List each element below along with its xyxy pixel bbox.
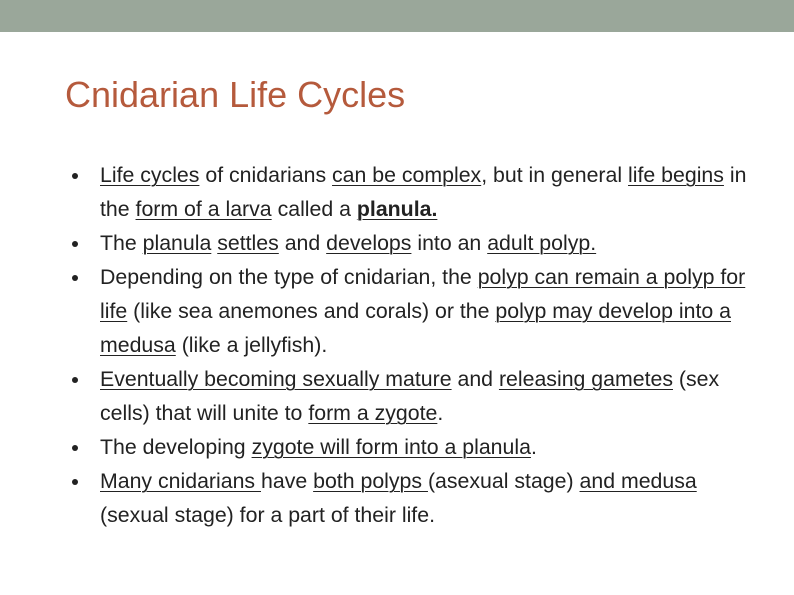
bullet-item bbox=[72, 260, 762, 362]
bullet-text: and bbox=[278, 231, 327, 255]
bullet-text: of cnidarians bbox=[199, 163, 333, 187]
bullet-item bbox=[72, 362, 762, 430]
bullet-item bbox=[72, 464, 762, 532]
bullet-text: , but in general bbox=[481, 163, 629, 187]
underlined-text: planula. bbox=[356, 197, 438, 221]
bullet-item bbox=[72, 226, 762, 260]
bullet-text: The bbox=[100, 231, 143, 255]
underlined-text: planula bbox=[142, 231, 212, 255]
bullet-item bbox=[72, 430, 762, 464]
bullet-text: (sex cells) that will unite to bbox=[100, 367, 720, 425]
underlined-text: releasing gametes bbox=[498, 367, 673, 391]
underlined-text: Life cycles bbox=[100, 163, 200, 187]
bullet-text: into an bbox=[411, 231, 488, 255]
underlined-text: develops bbox=[326, 231, 412, 255]
bullet-text: have bbox=[261, 469, 314, 493]
underlined-text: Eventually becoming sexually mature bbox=[100, 367, 452, 391]
underlined-text: adult polyp. bbox=[487, 231, 597, 255]
underlined-text: can be complex bbox=[332, 163, 482, 187]
bullet-text: . bbox=[437, 401, 444, 425]
underlined-text: settles bbox=[217, 231, 279, 255]
underlined-text: life begins bbox=[628, 163, 724, 187]
bullet-list bbox=[72, 158, 762, 532]
underlined-text: Many cnidarians bbox=[100, 469, 261, 493]
bullet-text: The developing bbox=[100, 435, 252, 459]
bullet-text: called a bbox=[271, 197, 357, 221]
bullet-text: (like sea anemones and corals) or the bbox=[127, 299, 496, 323]
underlined-text: polyp may develop into a medusa bbox=[100, 299, 731, 357]
bullet-text: (asexual stage) bbox=[427, 469, 580, 493]
bullet-text: Depending on the type of cnidarian, the bbox=[100, 265, 478, 289]
bullet-text: in the bbox=[100, 163, 747, 221]
bullet-item bbox=[72, 158, 762, 226]
underlined-text: and medusa bbox=[579, 469, 697, 493]
underlined-text: polyp can remain a polyp for life bbox=[100, 265, 746, 323]
bullet-text: and bbox=[451, 367, 499, 391]
top-accent-bar bbox=[0, 0, 794, 32]
bullet-text: (like a jellyfish). bbox=[175, 333, 328, 357]
bullet-text: . bbox=[530, 435, 537, 459]
underlined-text: form of a larva bbox=[135, 197, 272, 221]
underlined-text: both polyps bbox=[313, 469, 428, 493]
underlined-text: form a zygote bbox=[308, 401, 438, 425]
underlined-text: zygote will form into a planula bbox=[251, 435, 531, 459]
slide-title: Cnidarian Life Cycles bbox=[65, 74, 406, 115]
bullet-text: (sexual stage) for a part of their life. bbox=[100, 503, 435, 527]
